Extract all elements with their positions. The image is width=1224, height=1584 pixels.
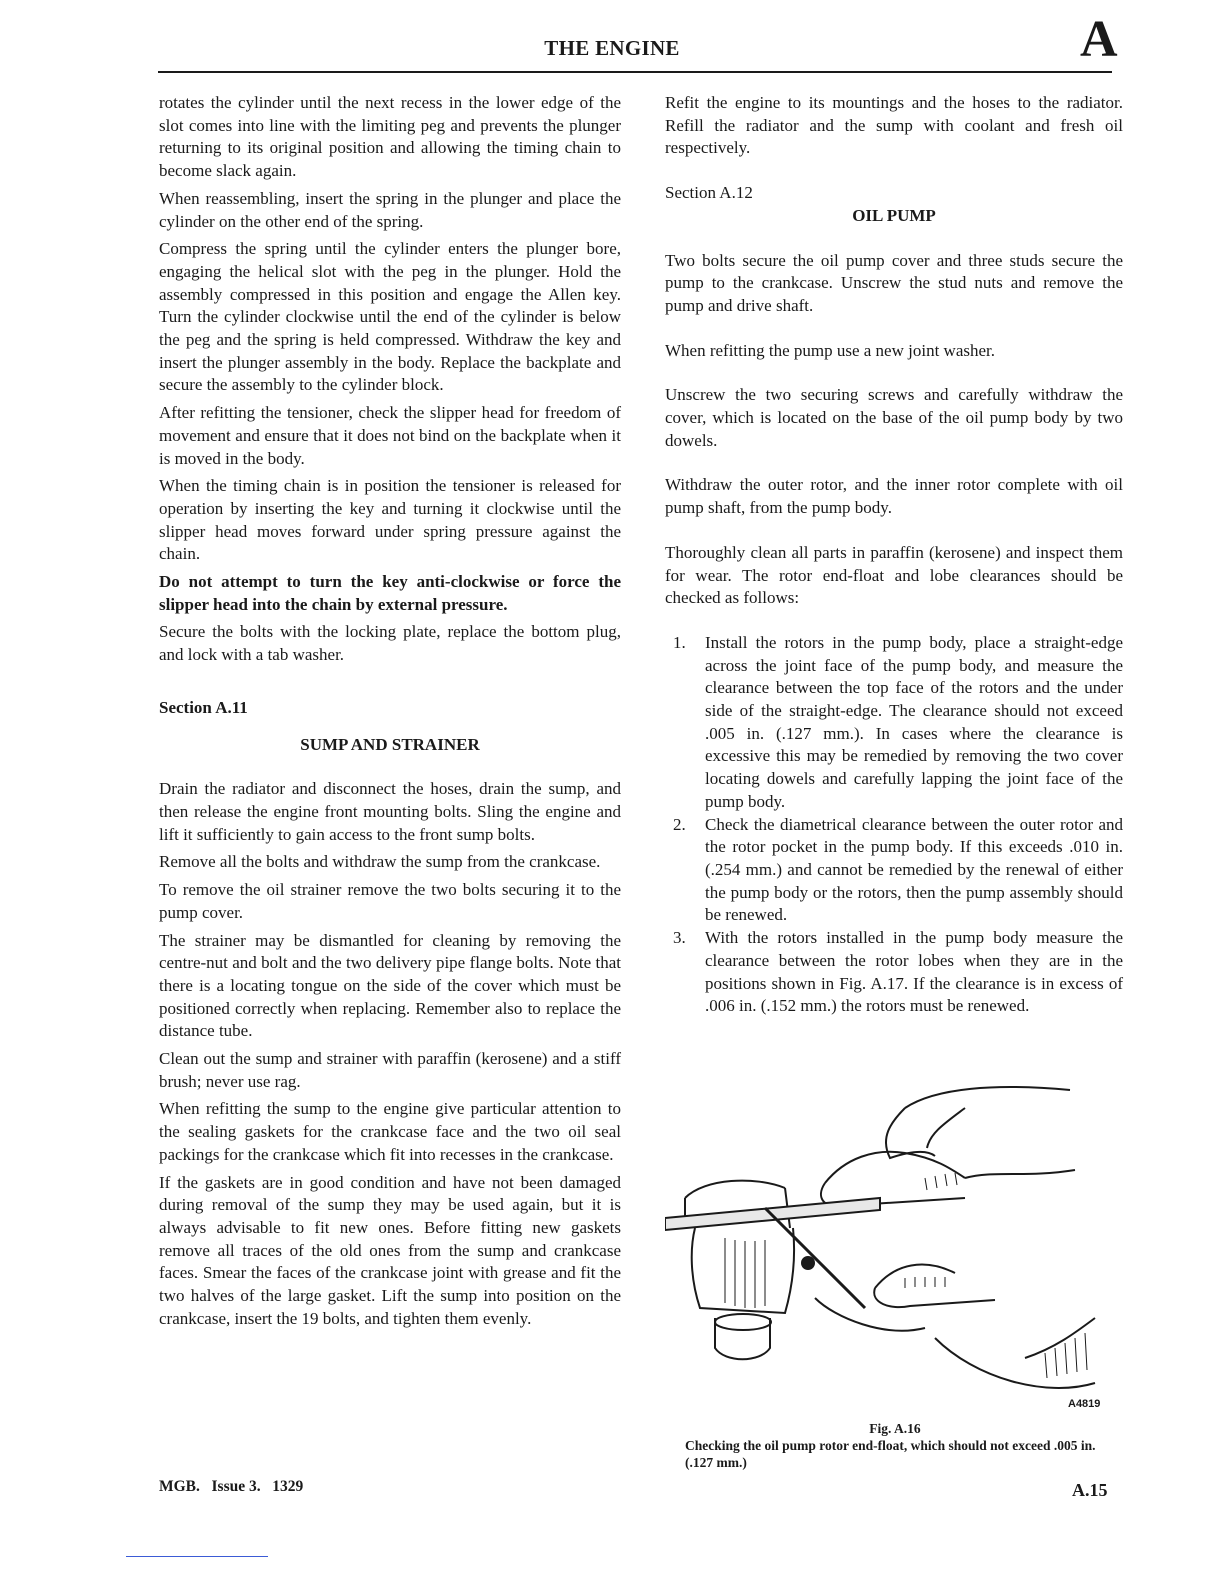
hand-outline (905, 1087, 1070, 1108)
list-item (665, 814, 1123, 928)
step-text: With the rotors installed in the pump body measure the clearance between the rotor lobes when they are in the positions shown in Fig. A.17. If the clearance is in excess of .006 in. (.152 mm.) the rotors must be renewed. (705, 928, 1123, 1016)
list-item (665, 632, 1123, 814)
paragraph: To remove the oil strainer remove the two bolts securing it to the pump cover. (159, 880, 621, 922)
hand-outline (886, 1108, 935, 1158)
paragraph: Compress the spring until the cylinder enters the plunger bore, engaging the helical slot with the peg in the plunger. Hold the assembly compressed in this position and engage the Allen key. Turn the cylinder clockwise until the end of the cylinder is below the peg and the spring is held compressed. Withdraw the key and insert the plunger assembly in the body. Replace the backplate and secure the assembly to the cylinder block. (159, 239, 621, 395)
step-number: 2. (673, 814, 686, 834)
page-header-title: THE ENGINE (544, 36, 680, 60)
paragraph: Drain the radiator and disconnect the hoses, drain the sump, and then release the engine front mounting bolts. Sling the engine and lift it sufficiently to gain access to the front sump bolts. (159, 779, 621, 844)
pump-shaft (715, 1318, 770, 1359)
paragraph: When reassembling, insert the spring in the plunger and place the cylinder on the other end of the spring. (159, 188, 621, 231)
section-label: Section A.12 (665, 183, 753, 203)
paragraph: Refit the engine to its mountings and the hoses to the radiator. Refill the radiator and the sump with coolant and fresh oil respectively. (665, 93, 1123, 158)
oil-pump-drawing (665, 1078, 1123, 1418)
footer-line (126, 1556, 268, 1557)
paragraph: Remove all the bolts and withdraw the sump from the crankcase. (159, 852, 601, 872)
paragraph: If the gaskets are in good condition and have not been damaged during removal of the sump they may be used again, but it is always advisable to fit new ones. Before fitting new gaskets remove all traces of the old ones from the sump and crankcase faces. Smear the faces of the crankcase joint with grease and fit the two halves of the large gasket. Lift the sump into position on the crankcase, insert the 19 bolts, and tighten them evenly. (159, 1172, 621, 1328)
pump-body (692, 1228, 794, 1313)
procedure-steps (665, 632, 1123, 1018)
step-text: Check the diametrical clearance between the outer rotor and the rotor pocket in the pump body. If this exceeds .010 in. (.254 mm.) and cannot be remedied by the renewal of either the pump body or the rotors, then the pump assembly should be renewed. (705, 814, 1123, 925)
right-column (665, 92, 1123, 1018)
step-text: Install the rotors in the pump body, place a straight-edge across the joint face of the pump body, and measure the clearance between the top face of the rotors and the under side of the straight-edge. The clearance should not exceed .005 in. (.127 mm.). In cases where the clearance is excessive this may be remedied by removing the two cover locating dowels and carefully lapping the joint face of the pump body. (705, 632, 1123, 811)
section-title: SUMP AND STRAINER (300, 734, 480, 754)
feeler-gauge (765, 1208, 865, 1308)
paragraph: Thoroughly clean all parts in paraffin (kerosene) and inspect them for wear. The rotor end-float and lobe clearances should be checked as follows: (665, 542, 1123, 608)
figure-caption-text: Checking the oil pump rotor end-float, which should not exceed .005 in. (.127 mm.) (685, 1438, 1096, 1470)
figure-number: Fig. A.16 (869, 1421, 921, 1436)
paragraph: Clean out the sump and strainer with paraffin (kerosene) and a stiff brush; never use rag. (159, 1049, 621, 1091)
left-column (159, 92, 621, 1335)
figure-caption (685, 1420, 1105, 1471)
paragraph: The strainer may be dismantled for cleaning by removing the centre-nut and bolt and the two delivery pipe flange bolts. Note that there is a locating tongue on the side of the cover which must be positioned correctly when replacing. Remember also to replace the distance tube. (159, 930, 621, 1041)
paragraph: Two bolts secure the oil pump cover and three studs secure the pump to the crankcase. Unscrew the stud nuts and remove the pump and drive shaft. (665, 250, 1123, 315)
paragraph: When refitting the pump use a new joint washer. (665, 340, 995, 360)
footer-issue-info: MGB. Issue 3. 1329 (159, 1478, 304, 1495)
step-number: 1. (673, 632, 686, 652)
paragraph: When the timing chain is in position the tensioner is released for operation by inserting the key and turning it clockwise until the slipper head moves forward under spring pressure against the chain. (159, 476, 621, 564)
page-number: A.15 (1072, 1480, 1108, 1500)
paragraph: Withdraw the outer rotor, and the inner rotor complete with oil pump shaft, from the pump body. (665, 475, 1123, 518)
figure-code: A4819 (1068, 1398, 1101, 1410)
paragraph: rotates the cylinder until the next recess in the lower edge of the slot comes into line with the limiting peg and prevents the plunger returning to its original position and allowing the timing chain to become slack again. (159, 93, 621, 181)
paragraph: Unscrew the two securing screws and carefully withdraw the cover, which is located on the base of the oil pump body by two dowels. (665, 385, 1123, 450)
chapter-letter: A (1080, 11, 1118, 68)
paragraph: After refitting the tensioner, check the slipper head for freedom of movement and ensure that it does not bind on the backplate when it is moved in the body. (159, 403, 621, 468)
header-rule (158, 71, 1112, 73)
step-number: 3. (673, 928, 686, 948)
list-item (665, 927, 1123, 1018)
section-label: Section A.11 (159, 697, 248, 717)
oil-pump-illustration (665, 1078, 1123, 1418)
paragraph: When refitting the sump to the engine give particular attention to the sealing gaskets for the crankcase face and the two oil seal packings for the crankcase which fit into recesses in the crankcase. (159, 1099, 621, 1164)
warning-paragraph: Do not attempt to turn the key anti-clockwise or force the slipper head into the chain by external pressure. (159, 572, 621, 614)
section-title: OIL PUMP (852, 205, 936, 225)
paragraph: Secure the bolts with the locking plate, replace the bottom plug, and lock with a tab washer. (159, 622, 621, 665)
